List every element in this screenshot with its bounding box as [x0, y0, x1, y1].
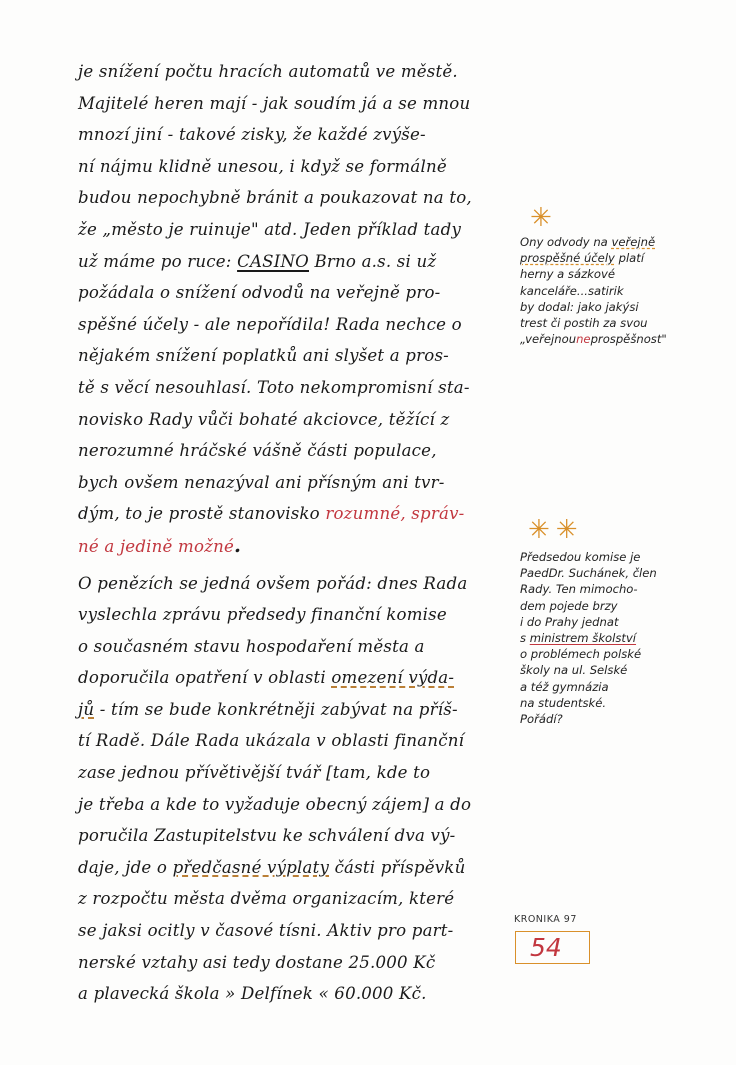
text-line: požádala o snížení odvodů na veřejně pro- [78, 283, 441, 303]
note-line [520, 630, 720, 646]
text-line: bych ovšem nenazýval ani přísným ani tvr- [78, 472, 445, 492]
red-highlight-text: né a jedině možné [78, 536, 235, 556]
text-line: z rozpočtu města dvěma organizacím, které [78, 889, 455, 909]
text-fragment: platí [618, 251, 645, 266]
text-line: poručila Zastupitelstvu ke schválení dva vý- [78, 826, 456, 846]
note-line: Předsedou komise je [520, 550, 641, 564]
asterisk-icon: ✳ [530, 203, 552, 233]
main-text [78, 56, 510, 1010]
text-line: ní nájmu klidně unesou, i když se formálně [78, 156, 447, 176]
note-line: kanceláře...satirik [520, 283, 624, 298]
casino-underlined: CASINO [237, 251, 309, 271]
text-line: O penězích se jedná ovšem pořád: dnes Rada [78, 573, 468, 593]
underlined-phrase: prospěšné účely [520, 251, 615, 266]
red-highlight-text: rozumné, správ- [325, 504, 465, 524]
text-line: tě s věcí nesouhlasí. Toto nekompromisní sta- [78, 377, 470, 397]
red-prefix: ne [576, 332, 591, 347]
text-line [78, 530, 510, 562]
text-line: že „město je ruinuje" atd. Jeden příklad tady [78, 219, 462, 239]
text-fragment: části příspěvků [334, 857, 466, 877]
text-fragment: už máme po ruce: [78, 251, 232, 271]
note-line [520, 234, 720, 250]
text-fragment: Ony odvody na [520, 235, 608, 249]
note-line: i do Prahy jednat [520, 614, 619, 629]
text-fragment: dým, to je prostě stanovisko [78, 504, 320, 524]
paragraph-2 [78, 568, 510, 1010]
text-line: novisko Rady vůči bohaté akciovce, těžící z [78, 409, 450, 429]
text-line [78, 662, 510, 694]
period-mark: . [234, 532, 242, 557]
text-line [78, 694, 510, 726]
paragraph-1 [78, 56, 510, 562]
text-line [78, 498, 510, 530]
note-line: dem pojede brzy [520, 598, 618, 613]
text-line: je snížení počtu hracích automatů ve městě. [78, 62, 458, 81]
text-line: nerozumné hráčské vášně části populace, [78, 441, 437, 461]
text-line: nějakém snížení poplatků ani slyšet a pros- [78, 346, 449, 366]
text-fragment: daje, jde o [78, 857, 168, 877]
text-line: zase jednou přívětivější tvář [tam, kde to [78, 763, 431, 783]
margin-note-2 [520, 549, 720, 727]
text-fragment: doporučila opatření v oblasti [78, 668, 326, 688]
text-line: o současném stavu hospodaření města a [78, 636, 425, 656]
note-line: herny a sázkové [520, 267, 615, 282]
note-line: trest či postih za svou [520, 316, 648, 331]
text-fragment: „veřejnou [520, 332, 577, 347]
note-line: o problémech polské [520, 647, 642, 662]
note-line: Pořádí? [520, 712, 563, 727]
text-fragment: - tím se bude konkrétněji zabývat na příš- [99, 699, 458, 719]
text-line: a plavecká škola » Delfínek « 60.000 Kč. [78, 984, 427, 1004]
text-fragment: s [520, 631, 527, 646]
note-line [520, 250, 720, 266]
underlined-phrase: ministrem školství [529, 631, 637, 646]
underlined-phrase: veřejně [611, 235, 656, 249]
double-asterisk-icon: ✳✳ [528, 515, 584, 545]
note-line: na studentské. [520, 695, 607, 710]
note-line: Rady. Ten mimocho- [520, 582, 638, 597]
page-number: 54 [515, 931, 590, 964]
note-line: školy na ul. Selské [520, 663, 628, 678]
note-line: a též gymnázia [520, 679, 609, 694]
text-line: spěšné účely - ale nepořídila! Rada nechce o [78, 314, 462, 334]
margin-note-1 [520, 234, 720, 347]
text-fragment: Brno a.s. si už [314, 251, 437, 271]
text-fragment: prospěšnost" [590, 332, 667, 347]
chronicle-label: KRONIKA 97 [514, 914, 577, 925]
text-line: mnozí jiní - takové zisky, že každé zvýše- [78, 125, 426, 145]
text-line: je třeba a kde to vyžaduje obecný zájem] a do [78, 794, 472, 814]
text-line: budou nepochybně bránit a poukazovat na to, [78, 188, 472, 208]
text-line: tí Radě. Dále Rada ukázala v oblasti finanční [78, 731, 465, 751]
note-line: PaedDr. Suchánek, člen [520, 566, 657, 581]
text-line: se jaksi ocitly v časové tísni. Aktiv pro part- [78, 921, 454, 941]
text-line [78, 246, 510, 278]
note-line [520, 331, 720, 347]
text-line: nerské vztahy asi tedy dostane 25.000 Kč [78, 952, 436, 972]
underlined-phrase: jů [78, 699, 95, 719]
underlined-phrase: předčasné výplaty [172, 857, 330, 877]
note-line: by dodal: jako jakýsi [520, 299, 639, 314]
text-line: Majitelé heren mají - jak soudím já a se mnou [78, 93, 471, 113]
text-line [78, 852, 510, 884]
underlined-phrase: omezení výda- [331, 668, 455, 688]
text-line: vyslechla zprávu předsedy finanční komise [78, 605, 447, 625]
